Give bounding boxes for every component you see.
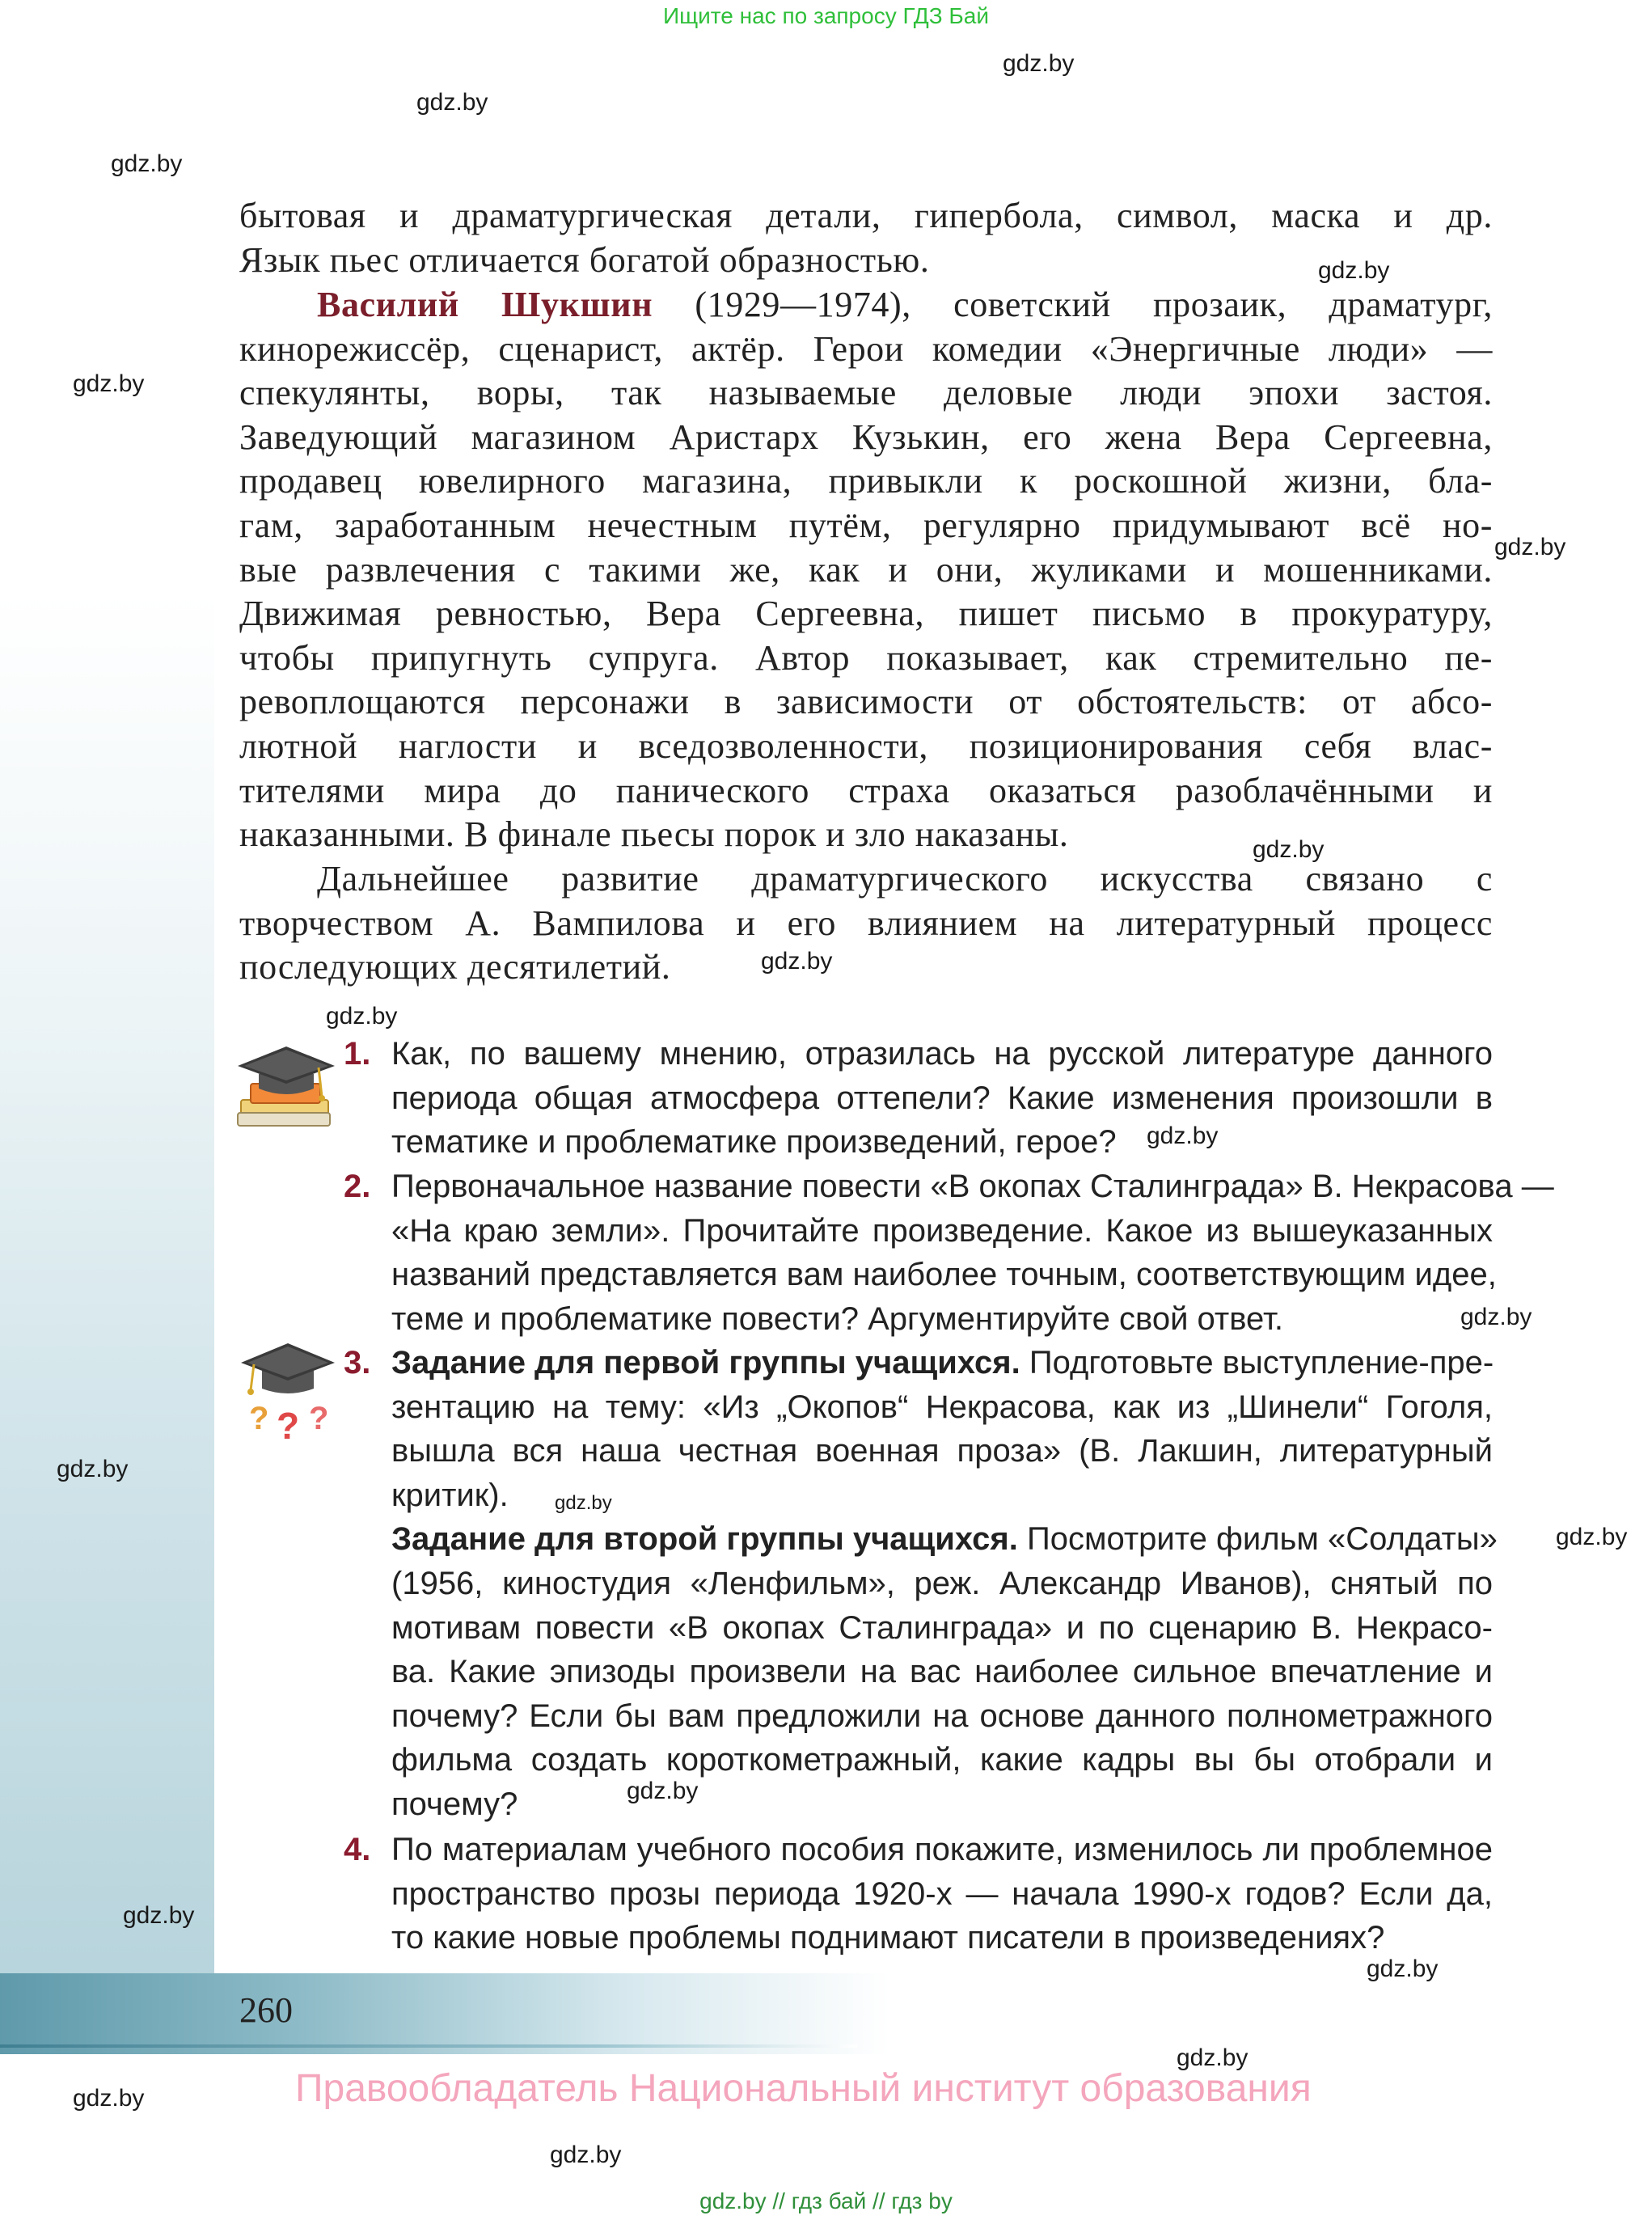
svg-text:?: ? xyxy=(277,1405,300,1444)
page-number: 260 xyxy=(239,1990,293,2030)
task-group-1-heading: Задание для первой группы учащихся. xyxy=(391,1345,1020,1380)
paragraph-shukshin xyxy=(239,283,1493,857)
text-line: По материалам учебного пособия покажите, изменилось ли проблемное xyxy=(391,1832,1493,1867)
paragraph-3 xyxy=(239,857,1493,990)
watermark: gdz.by xyxy=(1460,1304,1532,1330)
text-fragment: Подготовьте выступление-пре- xyxy=(1020,1345,1494,1380)
watermark: gdz.by xyxy=(123,1902,195,1929)
graduation-cap-question-icon xyxy=(234,1338,340,1444)
text-line: Движимая ревностью, Вера Сергеевна, пишет письмо в прокуратуру, xyxy=(239,594,1493,634)
task-group-2-heading: Задание для второй группы учащихся. xyxy=(391,1521,1018,1558)
author-name: Василий Шукшин xyxy=(317,285,653,324)
footer-divider xyxy=(0,2044,857,2048)
text-line: кинорежиссёр, сценарист, актёр. Герои комедии «Энергичные люди» — xyxy=(239,328,1493,369)
question-3 xyxy=(391,1341,1498,1827)
text-line: лютной наглости и вседозволенности, позиционирования себя влас- xyxy=(239,725,1493,766)
text-line: Заведующий магазином Аристарх Кузькин, его жена Вера Сергеевна, xyxy=(239,416,1493,457)
text-line: Как, по вашему мнению, отразилась на русской литературе данного xyxy=(391,1036,1493,1072)
text-line: зентацию на тему: «Из „Окопов“ Некрасова, как из „Шинели“ Гоголя, xyxy=(391,1389,1493,1425)
watermark: gdz.by xyxy=(73,2085,145,2112)
text-line: Язык пьес отличается богатой образностью. xyxy=(239,239,930,280)
svg-text:?: ? xyxy=(309,1401,329,1436)
watermark: gdz.by xyxy=(1147,1123,1219,1149)
paragraph-1 xyxy=(239,194,1493,282)
watermark: gdz.by xyxy=(57,1456,129,1482)
watermark: gdz.by xyxy=(1177,2044,1249,2071)
watermark: gdz.by xyxy=(550,2142,622,2168)
question-number: 3. xyxy=(344,1345,371,1380)
text-fragment: Посмотрите фильм «Солдаты» xyxy=(1017,1521,1498,1558)
text-line xyxy=(239,283,1493,328)
watermark: gdz.by xyxy=(555,1492,612,1514)
text-line: ва. Какие эпизоды произвели на вас наиболее сильное впечатление и xyxy=(391,1654,1493,1690)
question-4 xyxy=(391,1828,1493,1960)
text-line: продавец ювелирного магазина, привыкли к роскошной жизни, бла- xyxy=(239,461,1493,501)
text-line: пространство прозы периода 1920-х — начала 1990-х годов? Если да, xyxy=(391,1875,1493,1912)
text-line: «На краю земли». Прочитайте произведение. Какое из вышеуказанных xyxy=(391,1212,1493,1249)
question-1 xyxy=(391,1032,1493,1165)
text-line: (1956, киностудия «Ленфильм», реж. Александр Иванов), снятый по xyxy=(391,1565,1493,1601)
text-line: творчеством А. Вампилова и его влиянием на литературный процесс xyxy=(239,903,1493,943)
text-line: критик). xyxy=(391,1477,509,1513)
watermark: gdz.by xyxy=(761,948,833,975)
text-fragment: (1929—1974), советский прозаик, драматург, xyxy=(653,285,1493,324)
side-decor-band xyxy=(0,0,214,1973)
text-line: периода общая атмосфера оттепели? Какие изменения произошли в xyxy=(391,1080,1493,1116)
text-line: гам, заработанным нечестным путём, регулярно придумывают всё но- xyxy=(239,505,1493,545)
text-line: последующих десятилетий. xyxy=(239,947,671,987)
watermark: gdz.by xyxy=(1556,1524,1628,1550)
text-line: то какие новые проблемы поднимают писатели в произведениях? xyxy=(391,1920,1385,1956)
watermark: gdz.by xyxy=(1253,836,1325,863)
text-line: почему? Если бы вам предложили на основе данного полнометражного xyxy=(391,1698,1493,1734)
text-line: Первоначальное название повести «В окопах Сталинграда» В. Некрасова — xyxy=(391,1169,1554,1204)
footer-decor-band xyxy=(0,1973,889,2054)
watermark: gdz.by xyxy=(627,1778,699,1804)
question-number: 2. xyxy=(344,1169,371,1204)
graduation-cap-books-icon xyxy=(234,1035,340,1132)
top-banner[interactable]: Ищите нас по запросу ГДЗ Бай xyxy=(662,3,990,28)
watermark: gdz.by xyxy=(111,150,183,177)
text-line: тематике и проблематике произведений, герое? xyxy=(391,1124,1117,1161)
watermark: gdz.by xyxy=(1318,257,1390,284)
text-line: тителями мира до панического страха оказаться разоблачёнными и xyxy=(239,770,1493,810)
copyright-notice: Правообладатель Национальный институт образования xyxy=(295,2067,1312,2110)
text-line: чтобы припугнуть супруга. Автор показывает, как стремительно пе- xyxy=(239,637,1493,678)
text-line xyxy=(391,1341,1493,1385)
question-number: 1. xyxy=(344,1036,371,1072)
text-line: почему? xyxy=(391,1786,518,1822)
question-number: 4. xyxy=(344,1832,371,1867)
text-line xyxy=(391,1517,1498,1562)
watermark: gdz.by xyxy=(73,370,145,397)
text-line: спекулянты, воры, так называемые деловые люди эпохи застоя. xyxy=(239,373,1493,413)
text-line: вышла вся наша честная военная проза» (В. Лакшин, литературный xyxy=(391,1433,1493,1469)
text-line: фильма создать короткометражный, какие кадры вы бы отобрали и xyxy=(391,1742,1493,1778)
text-line: мотивам повести «В окопах Сталинграда» и по сценарию В. Некрасо- xyxy=(391,1609,1493,1646)
text-line: наказанными. В финале пьесы порок и зло наказаны. xyxy=(239,814,1069,855)
watermark: gdz.by xyxy=(1367,1956,1439,1982)
text-line: ревоплощаются персонажи в зависимости от обстоятельств: от абсо- xyxy=(239,682,1493,722)
text-line: теме и проблематике повести? Аргументируйте свой ответ. xyxy=(391,1300,1283,1337)
text-line: названий представляется вам наиболее точным, соответствующим идее, xyxy=(391,1257,1497,1293)
watermark: gdz.by xyxy=(416,89,488,116)
watermark: gdz.by xyxy=(326,1003,398,1030)
svg-text:?: ? xyxy=(249,1401,269,1436)
text-line: вые развлечения с такими же, как и они, жуликами и мошенниками. xyxy=(239,549,1493,590)
watermark: gdz.by xyxy=(1003,50,1075,77)
text-line: Дальнейшее развитие драматургического искусства связано с xyxy=(317,859,1493,898)
bottom-links[interactable]: gdz.by // гдз бай // гдз by xyxy=(699,2188,953,2213)
watermark: gdz.by xyxy=(1494,534,1566,560)
text-line: бытовая и драматургическая детали, гипербола, символ, маска и др. xyxy=(239,196,1493,235)
